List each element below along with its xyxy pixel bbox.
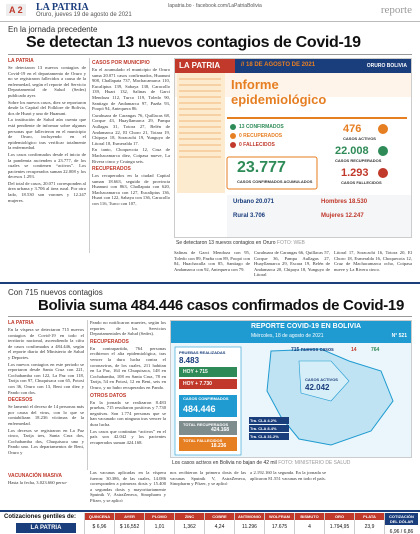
ticker-name: COTIZACIÓN DEL DÓLAR (385, 513, 418, 525)
infographic-region: ORURO BOLIVIA (366, 63, 407, 69)
paragraph: Las vacunas aplicadas en la víspera fueron: 30.386, de las cuales, 14.086 corresponden a primeras dosis y 15.400 a segundas dosis y mayoritariamente Sputnik V, AstraZeneca, Sinopharm y Pfizer, y se aplicó (90, 470, 166, 503)
market-ticker (0, 510, 420, 534)
ticker-cell (144, 513, 174, 534)
rural-cases: Rural 3.706 (233, 213, 266, 219)
story2-column-4 (170, 470, 246, 508)
ticker-cell (294, 513, 324, 534)
bolivia-infographic (170, 320, 412, 458)
rate-item: Tra. CLA 8.4% (249, 425, 289, 432)
story2-headline: Bolivia suma 484.446 casos confirmados de Covid-19 (38, 297, 404, 314)
new-confirmed: 13 CONFIRMADOS (239, 124, 284, 130)
story1-city: LA PATRIA (8, 58, 34, 64)
ticker-value: 1,01 (154, 524, 165, 530)
paragraph: Los recuperados en la ciudad Capital suman 18.663, seguido de provincia Huanuni con 863, Challapata con 620, Machacamarca con 127, Eucaliptus 136, Huari con 122, Sabaya con 136, Caracollo con 116, Turco con 107, (92, 173, 170, 207)
ticker-name: ORO (325, 513, 354, 520)
ticker-value: 1.794,95 (329, 524, 350, 530)
page-number: A 2 (6, 4, 26, 16)
subheading: DECESOS (8, 397, 33, 404)
paragraph: Pando no notificaron muertes, según los reportes de los Servicios Departamentales de Salud (Sedes). (90, 320, 166, 337)
infographic-title-2: epidemiológico (231, 92, 327, 107)
ticker-cell (324, 513, 354, 534)
story2-caption (172, 460, 350, 466)
rate-list (249, 417, 289, 440)
total-confirmed-label: CASOS CONFIRMADOS ACUMULADOS (237, 179, 313, 184)
total-confirmed: 23.777 (237, 159, 286, 176)
ticker-name: ANTIMONIO (235, 513, 264, 520)
story2-column-1 (8, 327, 84, 469)
masthead: LA PATRIA (36, 2, 89, 13)
vaccination-heading: VACUNACIÓN MASIVA (8, 473, 62, 479)
ticker-cell (234, 513, 264, 534)
paragraph: En contrapartida, 764 personas recibieron el alta epidemiológica, tras vencer la dura lucha contra el coronavirus, de los cuales, 211 habitan en La Paz, 164 en Chuquisaca, 148 en Cochabamba, 108 en Santa Cruz, 78 en Tarija, 54 en Potosí, 12 en Beni, seis en Oruro, y no hubo recuperados en Pando. (90, 345, 166, 390)
divider (8, 54, 412, 55)
ticker-value: 4,24 (214, 524, 225, 530)
subheading: RECUPERADOS (90, 338, 129, 345)
ticker-name: BISMUTO (295, 513, 324, 520)
negative-today: HOY + 7.730 (183, 381, 212, 387)
paragraph: Curahuara de Carangas 76, Quillacas 68, Corque 43, Huayllamarca 29, Pampa Aullagas 31, Totora 27, Belén de Andamarca 22, El Choro 21, Toiara 19, Chipaya 18, Soracachi 19, Yunguyo de Litoral 18, Esmeralda 17. (92, 112, 170, 146)
oruro-infographic-art (175, 59, 412, 238)
paragraph: En la víspera se detectaron 715 nuevos contagios de Covid-19 en todo el territorio nacional, ascendiendo la cifra de casos confirmados a 484.446, según el reporte diario del Ministerio de Salud y Deportes. (8, 327, 84, 360)
recovered-cases-label: CASOS RECUPERADOS (335, 158, 382, 163)
ticker-value: 11.296 (242, 524, 257, 530)
ticker-name: WOLFRAM (265, 513, 294, 520)
story1-column-2 (92, 58, 170, 255)
ticker-cell (204, 513, 234, 534)
rate-item: Tra. CLA 4.2% (249, 417, 289, 424)
men-cases: Hombres 18.530 (321, 199, 368, 205)
ticker-cell (354, 513, 384, 534)
infographic-brand: LA PATRIA (179, 61, 221, 70)
urban-cases: Urbano 20.071 (233, 199, 275, 205)
subheading: RECUPERADOS (92, 166, 131, 173)
story2-column-2 (90, 320, 166, 470)
subheading: CASOS POR MUNICIPIO (92, 60, 150, 66)
paragraph: a 2.192.160 la segunda. En la jornada se aplicaron 81.551 vacunas en todo el país. (250, 470, 326, 481)
ticker-name: AYER (115, 513, 144, 520)
page-header (0, 0, 420, 22)
deaths-total-label: TOTAL FALLECIDOS (183, 438, 223, 443)
oruro-infographic (174, 58, 412, 238)
ticker-value: $ 16,552 (119, 524, 140, 530)
story1-caption-text: Se detectaron 13 nuevos contagios en Oruro (176, 240, 276, 246)
story1-headline: Se detectan 13 nuevos contagios de Covid-19 (26, 34, 361, 51)
ticker-value: 6,96 / 6,86 (389, 529, 414, 534)
paragraph: Del total de casos, 20.071 corresponden al área urbana y 3.706 al área rural. Por otro lado, 18.530 son varones y 12.247 mujeres. (8, 180, 86, 203)
bolivia-new-cases: 715 nuevos casos (291, 347, 334, 353)
rate-item: Tra. CLA 31.2% (249, 433, 289, 440)
paragraph: Los casos que continúan “activos” en el país son 42.042 y los pacientes recuperados suman 424.168. (90, 428, 166, 445)
tests-label: PRUEBAS REALIZADAS (179, 350, 226, 355)
ticker-logo: LA PATRIA (16, 523, 76, 533)
paragraph: Los casos confirmados desde el inicio de la pandemia ascienden a 23.777, de los cuales se contienen “activos”. Los pacientes recuperados suman 22.008 y los decesos 1.293. (8, 151, 86, 180)
story2-column-3 (90, 470, 166, 508)
bolivia-recovered-today: 764 (371, 347, 380, 353)
infographic-date: // 18 DE AGOSTO DE 2021 (241, 62, 316, 68)
paragraph: Curahuara de Carangas 66, Quillacas 57, Corque 36, Pampa Aullagas 27, Huayllamarca 29, Escara 19, Belén de Andamarca 20, Chipaya 18, Yunguyo de Litoral (254, 250, 330, 278)
paragraph: Salinas de Garci Mendoza con 95, Toledo con 89, Pazña con 89, Poopó con 84, Huachacalla con 85, Santiago de Andamarca con 92, Antequera con 79. (174, 250, 250, 272)
paragraph: Se lamentó el deceso de 14 personas más por causa del virus, con lo que se contabilizan 18.236 víctimas de la enfermedad. (8, 404, 84, 426)
death-cases-label: CASOS FALLECIDOS (341, 180, 382, 185)
story2-column-5 (250, 470, 326, 508)
active-cases-label: CASOS ACTIVOS (343, 136, 376, 141)
active-label: CASOS ACTIVOS (305, 377, 338, 382)
confirmed-label: CASOS CONFIRMADOS (183, 396, 229, 401)
active-value: 42.042 (305, 383, 330, 392)
bolivia-info-title: REPORTE COVID-19 EN BOLIVIA (251, 323, 362, 330)
ticker-name: ZINC (175, 513, 204, 520)
story1-column-4 (254, 250, 330, 280)
story1-column-1 (8, 65, 86, 255)
bolivia-info-date: Miércoles, 18 de agosto de 2021 (251, 333, 324, 339)
recovered-total-label: TOTAL RECUPERADOS (183, 422, 229, 427)
story1-column-5 (334, 250, 412, 280)
divider (87, 320, 88, 470)
ticker-name: QUINCENA (85, 513, 114, 520)
new-deaths: 0 FALLECIDOS (239, 142, 275, 148)
story1-caption-credit: FOTO: WEB (276, 240, 305, 246)
vaccination-text: Hasta la fecha, 3.023.660 perso- (8, 480, 68, 485)
ticker-cell (264, 513, 294, 534)
paragraph: Los nuevos contagios en este periodo se reportaron desde Santa Cruz con 221, Cochabamba con 122, La Paz con 118, Tarija con 97, Chuquisaca con 65, Potosí con 36, Oruro con 13, Beni con diez y Pando con dos. (8, 361, 84, 395)
tests-value: 8.483 (179, 356, 200, 365)
ticker-value: $ 6,96 (92, 524, 107, 530)
active-cases: 476 (343, 123, 362, 135)
story2-caption-text: Los casos activos en Bolivia no bajan de 42 mil (172, 460, 277, 466)
deaths-total-value: 18.236 (211, 443, 227, 449)
story2-kicker: Con 715 nuevos contagios (8, 288, 103, 297)
ticker-cell (84, 513, 114, 534)
paragraph: Los decesos se registraron en La Paz cinco, Tarija tres, Santa Cruz dos, Cochabamba dos, Chuquisaca uno y Pando uno. Los departamentos de Beni, Oruro y (8, 427, 84, 455)
subheading: OTROS DATOS (90, 392, 127, 399)
ticker-name: PLOMO (145, 513, 174, 520)
ticker-name: COBRE (205, 513, 234, 520)
story2-city: LA PATRIA (8, 320, 34, 326)
ticker-label: Cotizaciones gentiles de: (4, 514, 77, 520)
paragraph: Se detectaron 13 nuevos contagios de Covid-19 en el departamento de Oruro y no se registraron fallecidos a causa de la enfermedad, según el reporte del Servicio Departamental de Salud (Sedes) publicado ayer. (8, 65, 86, 98)
confirmed-value: 484.446 (183, 404, 216, 414)
ticker-value: 1,362 (183, 524, 196, 530)
new-recovered: 0 RECUPERADOS (239, 133, 283, 139)
ticker-value: 4 (308, 524, 311, 530)
story1-caption (176, 240, 305, 246)
section-divider (0, 282, 420, 284)
divider (8, 316, 412, 317)
positive-today: HOY + 715 (183, 369, 208, 375)
site-info: lapatria.bo · facebook.com/LaPatriaBolivia (168, 3, 262, 9)
recovered-cases: 22.008 (335, 145, 369, 157)
dateline: Oruro, jueves 19 de agosto de 2021 (36, 12, 132, 18)
infographic-title-1: Informe (231, 77, 279, 92)
story1-column-3 (174, 250, 250, 280)
paragraph: La institución de Salud aún cuenta que está pendiente de informar sobre algunas personas que fallecieron en el municipio de Oruro, incluyendo en el epidemiológico tras verificar totalmente la enfermedad. (8, 117, 86, 151)
bolivia-info-number: N° 521 (391, 333, 407, 339)
ticker-value: 17.675 (271, 524, 288, 530)
ticker-cell (384, 513, 418, 534)
story2-vaccination (8, 471, 84, 507)
divider (89, 58, 90, 253)
section-label: reporte (380, 4, 412, 16)
ticker-name: PLATA (355, 513, 384, 520)
paragraph: Litoral 17, Soracachi 16, Totora 20, El Choro 18, Esmeralda 16, Choquecota 12, Cruz de Machacamarca ocho, Coipasa nueve y La Rivera cinco. (334, 250, 412, 272)
bolivia-deaths-today: 14 (351, 347, 357, 353)
story2-caption-credit: FOTO: MINISTERIO DE SALUD (278, 460, 351, 466)
story1-kicker: En la jornada precedente (8, 25, 98, 34)
paragraph: En la jornada se realizaron 8.483 pruebas, 715 resultaron positivas y 7.730 negativas. Son 1.774 personas que se han vacunado con ninguna tras vencer la dura lucha. (90, 399, 166, 427)
paragraph: En el acumulado el municipio de Oruro suma 20.071 casos confirmados, Huanuni 908, Challapata 737, Machacamarca 110, Eucaliptus 139, Sabaya 138, Caracollo 139, Huari 132, Salinas de Garci Mendoza 112, Turco 119, Toledo 90, Santiago de Andamarca 97, Pazña 93, Poopó 94, Antequera 86. (92, 67, 170, 112)
paragraph: nos recibieron la primera dosis de las vacunas Sputnik V, AstraZeneca, Sinopharm y Pfizer, y se aplicó (170, 470, 246, 487)
paragraph: En tanto, Choquecota 12, Cruz de Machacamarca diez, Coipasa nueve, La Rivera cinco y Cruinga seis. (92, 147, 170, 164)
recovered-total-value: 424.168 (211, 427, 230, 433)
ticker-value: 23,9 (364, 524, 375, 530)
death-cases: 1.293 (341, 167, 369, 179)
ticker-cell (174, 513, 204, 534)
women-cases: Mujeres 12.247 (321, 213, 364, 219)
ticker-cell (114, 513, 144, 534)
paragraph: Sobre los nuevos casos, diez se reportaron desde la Capital del Folklore de Bolivia, dos de Huari y uno de Huanuni. (8, 99, 86, 116)
